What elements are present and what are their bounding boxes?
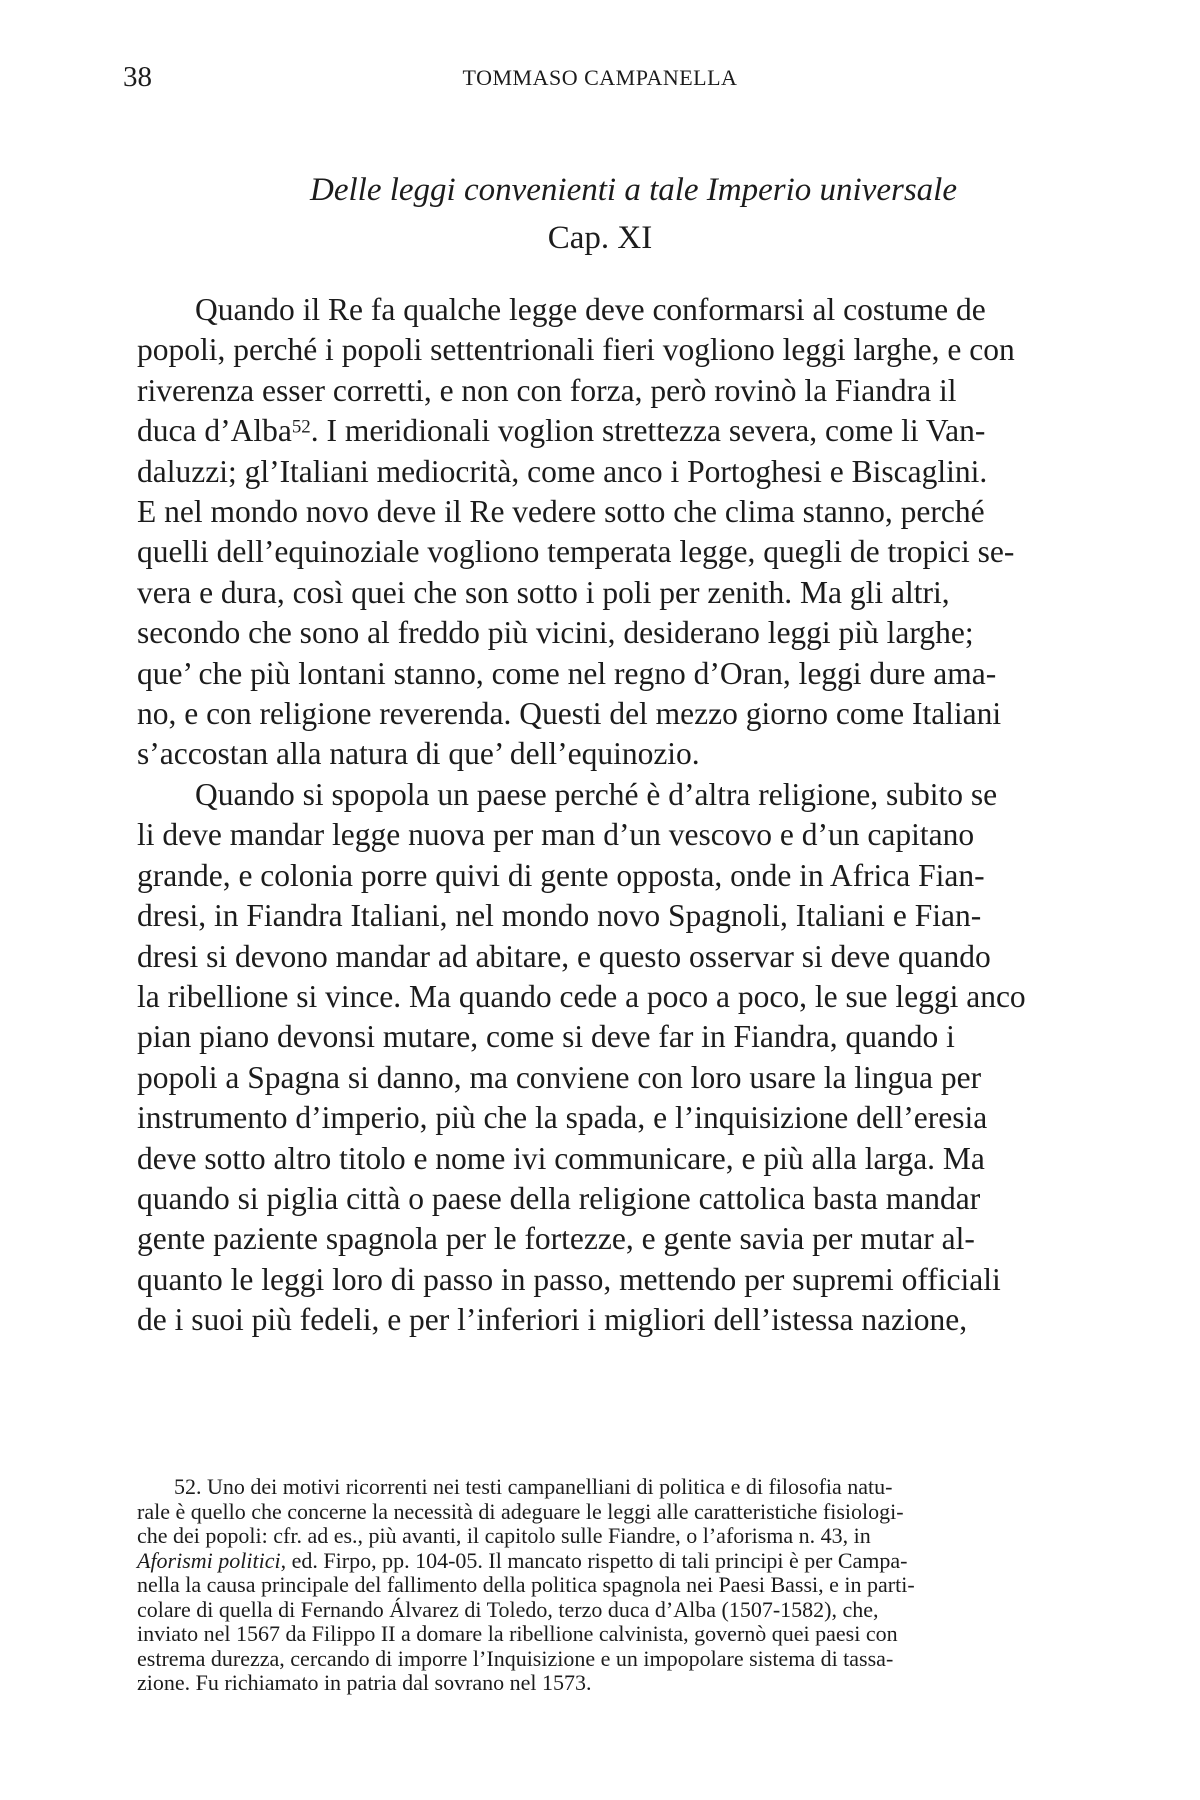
- footnote-line: che dei popoli: cfr. ad es., più avanti, il capitolo sulle Fiandre, o l’aforisma n. 43, in: [137, 1523, 871, 1548]
- text-line: dresi si devono mandar ad abitare, e questo osservar si deve quando: [137, 938, 991, 974]
- text-line: no, e con religione reverenda. Questi del mezzo giorno come Italiani: [137, 696, 1002, 732]
- footnote-line: 52. Uno dei motivi ricorrenti nei testi campanelliani di politica e di filosofia natu-: [174, 1474, 893, 1499]
- text-line: li deve mandar legge nuova per man d’un vescovo e d’un capitano: [137, 817, 975, 853]
- text-line: quanto le leggi loro di passo in passo, mettendo per supremi officiali: [137, 1261, 1001, 1297]
- footnote-line: [137, 1549, 1107, 1574]
- footnote-line: colare di quella di Fernando Álvarez di Toledo, terzo duca d’Alba (1507-1582), che,: [137, 1596, 879, 1622]
- footnote-line: estrema durezza, cercando di imporre l’Inquisizione e un impopolare sistema di tassa-: [137, 1645, 894, 1671]
- paragraph-2: [137, 775, 1107, 1341]
- text-line: gente paziente spagnola per le fortezze, e gente savia per mutar al-: [137, 1221, 975, 1257]
- text-line: que’ che più lontani stanno, come nel regno d’Oran, leggi dure ama-: [137, 655, 997, 691]
- text-line: la ribellione si vince. Ma quando cede a poco a poco, le sue leggi anco: [137, 978, 1026, 1014]
- text-line: secondo che sono al freddo più vicini, desiderano leggi più larghe;: [137, 615, 974, 651]
- text-line: daluzzi; gl’Italiani mediocrità, come anco i Portoghesi e Biscaglini.: [137, 453, 988, 489]
- text-line: instrumento d’imperio, più che la spada, e l’inquisizione dell’eresia: [137, 1100, 988, 1136]
- text-line: Quando si spopola un paese perché è d’altra religione, subito se: [195, 776, 998, 812]
- text-line: pian piano devonsi mutare, come si deve far in Fiandra, quando i: [137, 1019, 955, 1055]
- text-line: de i suoi più fedeli, e per l’inferiori i migliori dell’istessa nazione,: [137, 1302, 968, 1338]
- chapter-number: Cap. XI: [547, 220, 653, 256]
- footnote-reference: 52: [291, 416, 311, 438]
- text-line: quando si piglia città o paese della religione cattolica basta mandar: [137, 1180, 981, 1216]
- page-number: 38: [123, 61, 152, 93]
- running-head: TOMMASO CAMPANELLA: [462, 65, 738, 90]
- text-line: quelli dell’equinoziale vogliono temperata legge, quegli de tropici se-: [137, 534, 1015, 570]
- text-line: Quando il Re fa qualche legge deve conformarsi al costume de: [195, 292, 986, 327]
- chapter-title: Delle leggi convenienti a tale Imperio universale: [310, 172, 957, 208]
- paragraph-1: [137, 290, 1107, 775]
- footnote-line: rale è quello che concerne la necessità di adeguare le leggi alle caratteristiche fisiologi-: [137, 1498, 904, 1524]
- text-fragment: duca d’Alba: [137, 413, 292, 449]
- footnote-line: zione. Fu richiamato in patria dal sovrano nel 1573.: [137, 1670, 592, 1695]
- body-text: [137, 290, 1107, 1341]
- text-fragment: , ed. Firpo, pp. 104-05. Il mancato rispetto di tali principi è per Campa-: [280, 1547, 908, 1573]
- text-line: E nel mondo novo deve il Re vedere sotto che clima stanno, perché: [137, 494, 985, 530]
- work-title: Aforismi politici: [137, 1547, 281, 1573]
- text-line: dresi, in Fiandra Italiani, nel mondo novo Spagnoli, Italiani e Fian-: [137, 898, 982, 934]
- text-line: popoli a Spagna si danno, ma conviene con loro usare la lingua per: [137, 1059, 982, 1095]
- text-line: riverenza esser corretti, e non con forza, però rovinò la Fiandra il: [137, 372, 957, 408]
- text-line: deve sotto altro titolo e nome ivi communicare, e più alla larga. Ma: [137, 1140, 985, 1176]
- footnote-line: inviato nel 1567 da Filippo II a domare la ribellione calvinista, governò quei paesi con: [137, 1621, 898, 1646]
- text-line: [137, 411, 1107, 451]
- footnote-line: nella la causa principale del fallimento della politica spagnola nei Paesi Bassi, e in parti-: [137, 1572, 915, 1597]
- text-line: vera e dura, così quei che son sotto i poli per zenith. Ma gli altri,: [137, 574, 950, 610]
- footnote-52: [137, 1475, 1107, 1696]
- text-line: s’accostan alla natura di que’ dell’equinozio.: [137, 736, 700, 772]
- text-line: popoli, perché i popoli settentrionali fieri vogliono leggi larghe, e con: [137, 332, 1015, 368]
- text-line: grande, e colonia porre quivi di gente opposta, onde in Africa Fian-: [137, 857, 985, 893]
- text-fragment: . I meridionali voglion strettezza severa, come li Van-: [310, 413, 986, 449]
